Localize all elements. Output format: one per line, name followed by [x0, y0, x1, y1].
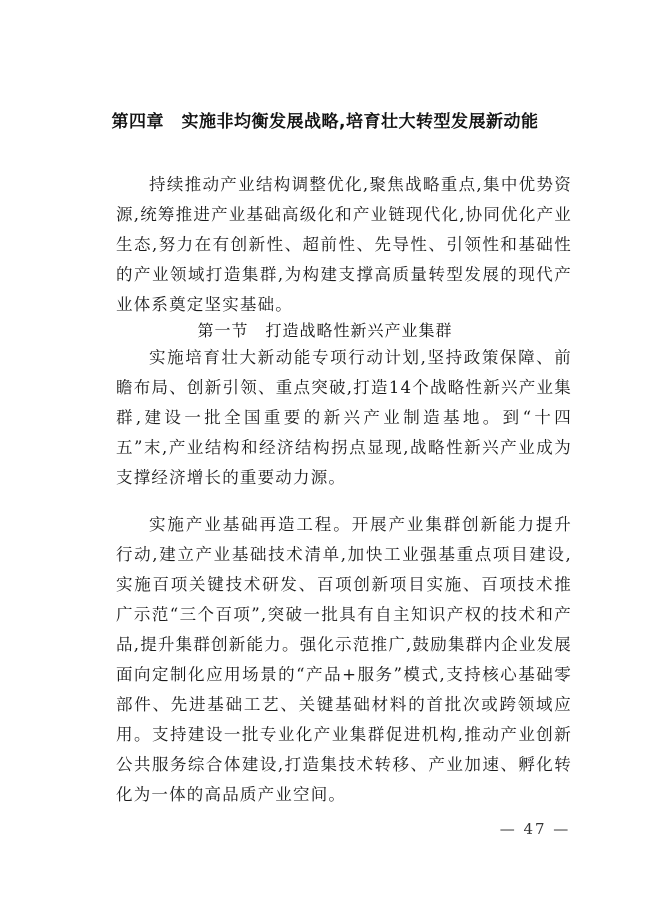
section-paragraph-1: 实施培育壮大新动能专项行动计划,坚持政策保障、前瞻布局、创新引领、重点突破,打造14个战略性新兴产业集群,建设一批全国重要的新兴产业制造基地。到“十四五”末,产业结构和经济结构拐点显现,战略性新兴产业成为支撑经济增长的重要动力源。 [116, 348, 572, 487]
chapter-title: 第四章 实施非均衡发展战略,培育壮大转型发展新动能 [111, 112, 539, 132]
intro-paragraph: 持续推动产业结构调整优化,聚焦战略重点,集中优势资源,统筹推进产业基础高级化和产业链现代化,协同优化产业生态,努力在有创新性、超前性、先导性、引领性和基础性的产业领域打造集群,为构建支撑高质量转型发展的现代产业体系奠定坚实基础。 [116, 175, 572, 314]
section-paragraph-2: 实施产业基础再造工程。开展产业集群创新能力提升行动,建立产业基础技术清单,加快工业强基重点项目建设,实施百项关键技术研发、百项创新项目实施、百项技术推广示范“三个百项”,突破一批具有自主知识产权的技术和产品,提升集群创新能力。强化示范推广,鼓励集群内企业发展面向定制化应用场景的“产品+服务”模式,支持核心基础零部件、先进基础工艺、关键基础材料的首批次或跨领域应用。支持建设一批专业化产业集群促进机构,推动产业创新公共服务综合体建设,打造集技术转移、产业加速、孵化转化为一体的高品质产业空间。 [116, 515, 572, 804]
page-number: — 47 — [499, 820, 571, 838]
section-title: 第一节 打造战略性新兴产业集群 [197, 321, 453, 340]
